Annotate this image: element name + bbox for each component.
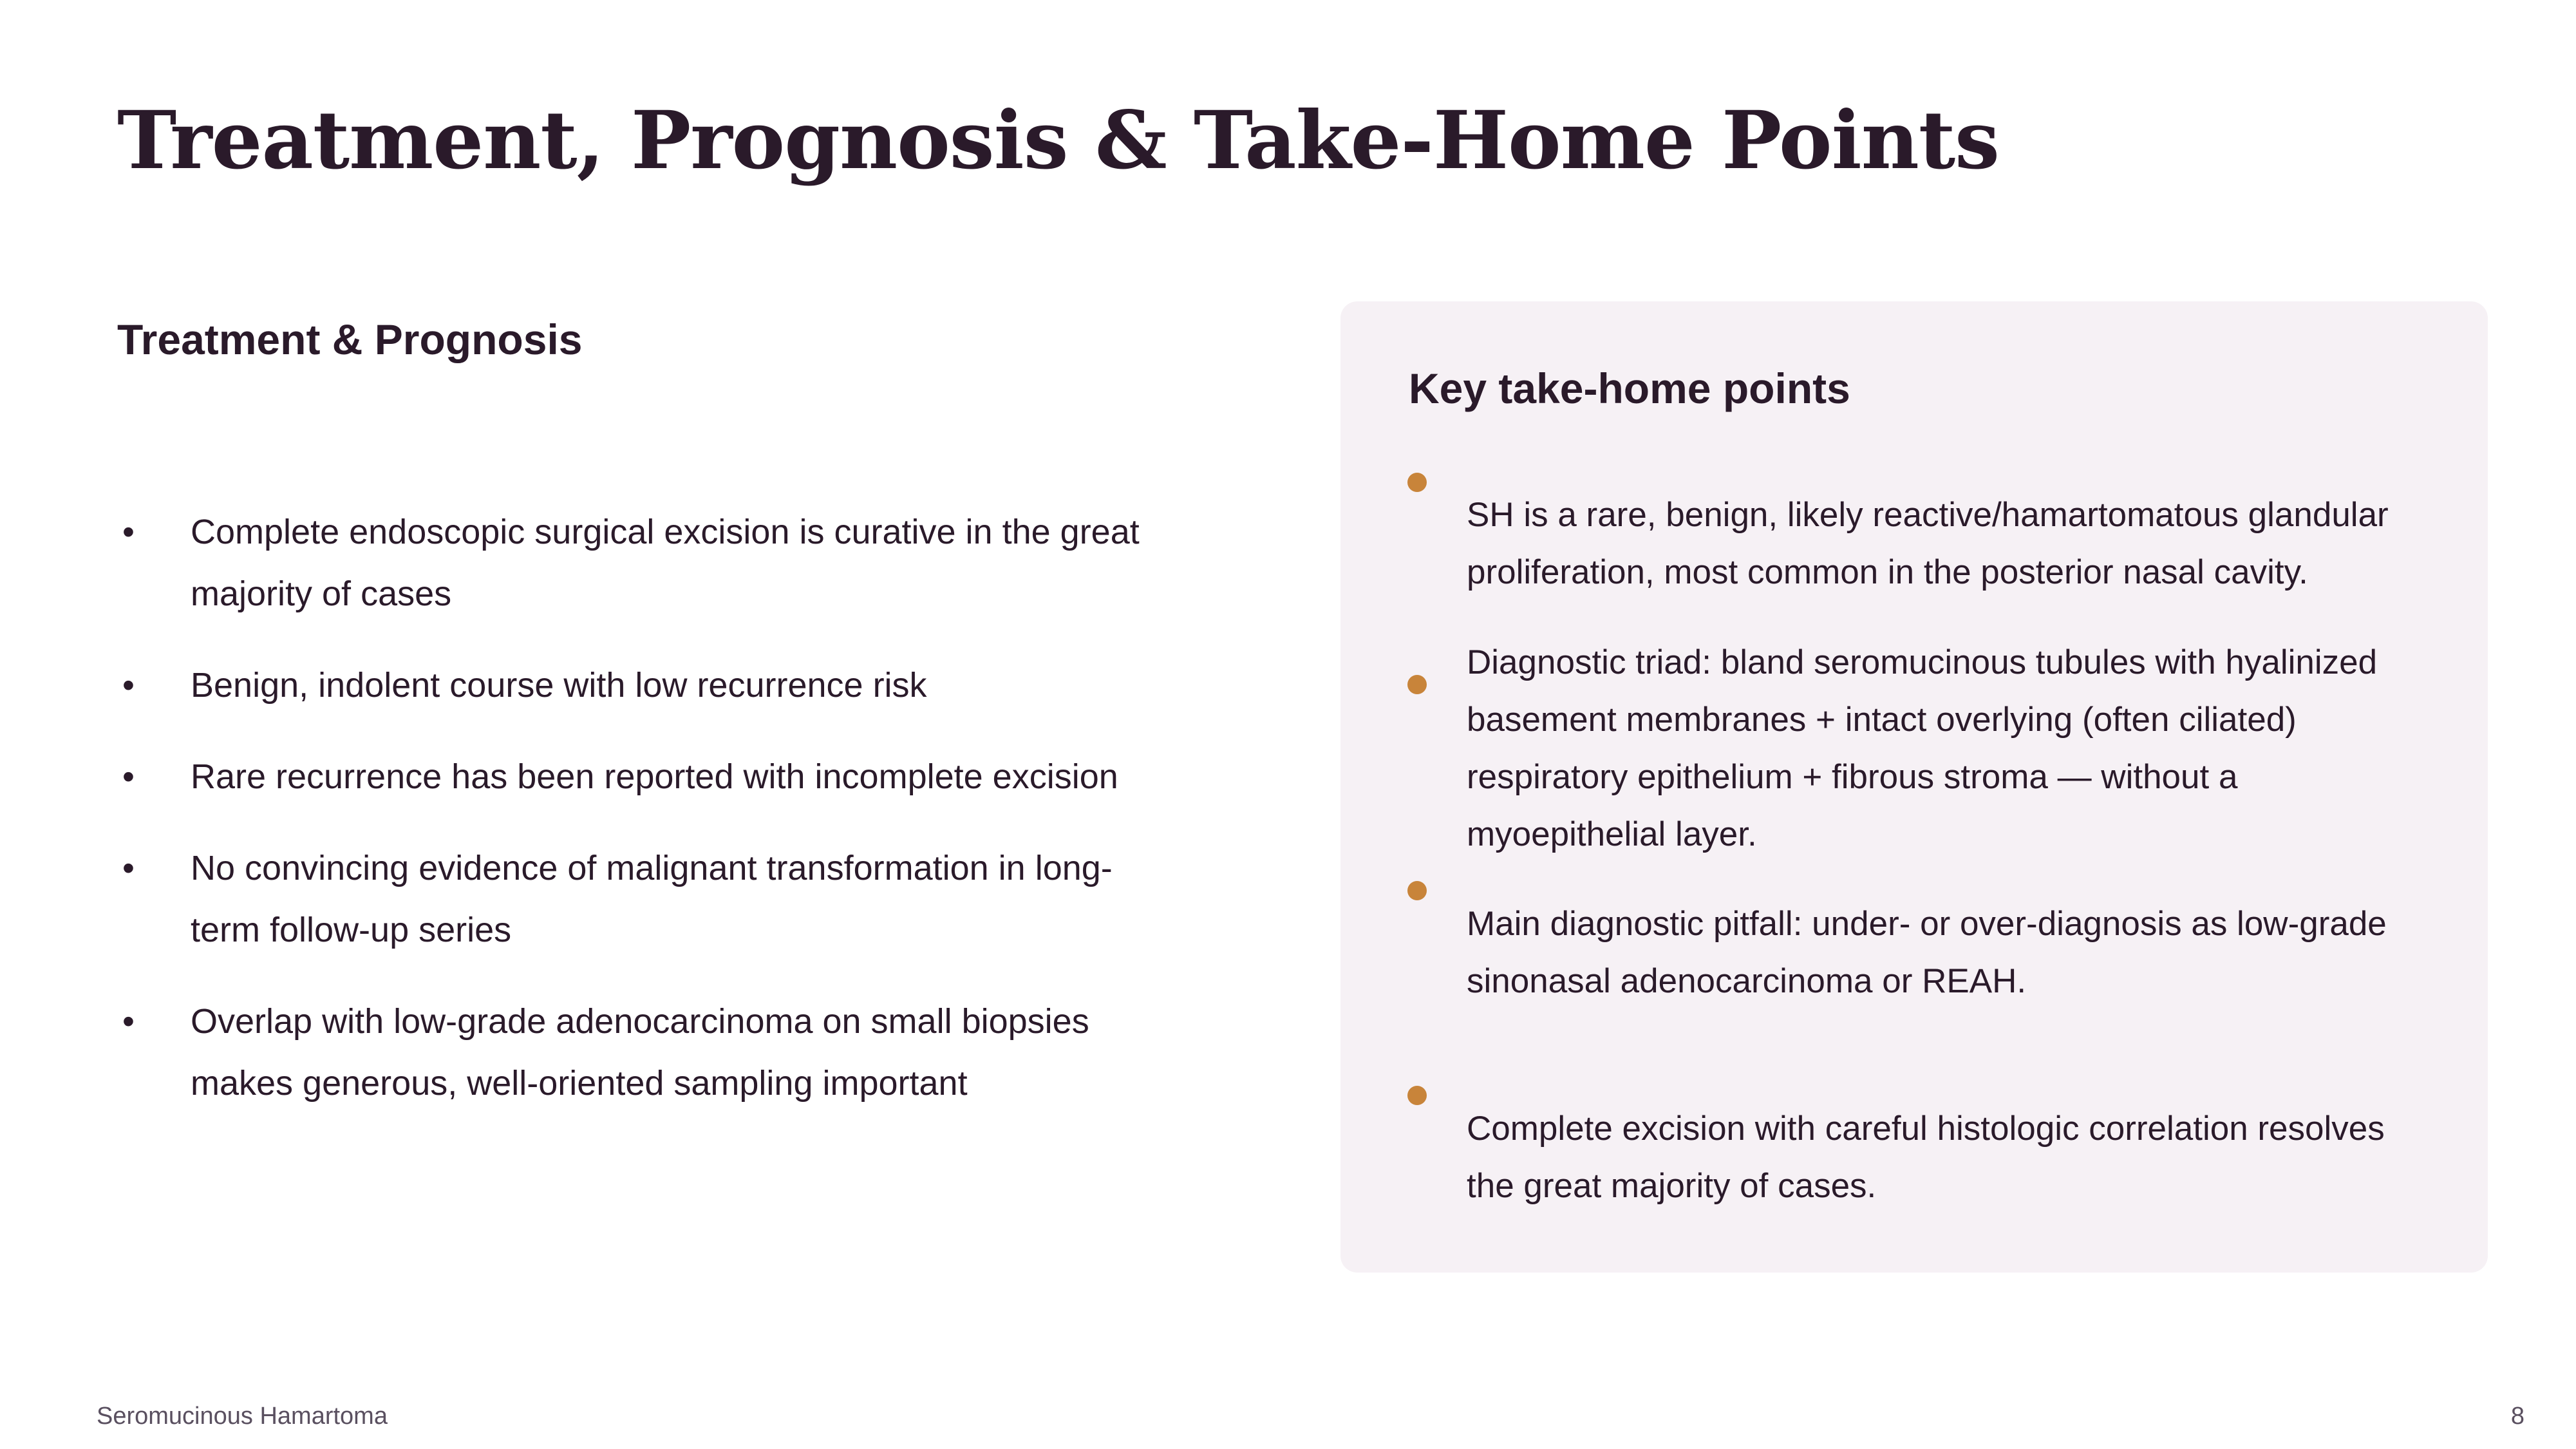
list-item-text: Complete endoscopic surgical excision is curative in the great majority of cases [191,513,1140,613]
bullet-dot-icon [1407,675,1427,694]
take-home-point: Main diagnostic pitfall: under- or over-diagnosis as low-grade sinonasal adenocarcinoma or REAH. [1467,905,2387,1000]
list-item [117,746,1199,808]
slide-title: Treatment, Prognosis & Take-Home Points [117,94,1999,187]
treatment-prognosis-list [117,501,1199,1144]
list-item [117,837,1169,961]
bullet-icon: • [122,849,135,887]
list-item-text: Benign, indolent course with low recurrence risk [191,666,927,705]
footer-title: Seromucinous Hamartoma [97,1403,388,1430]
bullet-icon: • [122,757,135,796]
bullet-icon: • [122,666,135,705]
take-home-point: Diagnostic triad: bland seromucinous tubules with hyalinized basement membranes + intact overlying (often ciliated) respiratory epithelium + fibrous stroma — without a myoepithelial layer. [1467,643,2378,853]
list-item [117,501,1169,625]
list-item [117,990,1169,1114]
bullet-dot-icon [1407,881,1427,900]
take-home-card [1340,301,2488,1273]
take-home-point: SH is a rare, benign, likely reactive/hamartomatous glandular proliferation, most common in the posterior nasal cavity. [1467,496,2389,591]
treatment-prognosis-heading: Treatment & Prognosis [117,316,583,363]
list-item-text: Overlap with low-grade adenocarcinoma on small biopsies makes generous, well-oriented sampling important [191,1002,1089,1103]
take-home-heading: Key take-home points [1409,365,1850,412]
page-number: 8 [2510,1403,2524,1430]
bullet-icon: • [122,1002,135,1041]
bullet-dot-icon [1407,473,1427,492]
take-home-point: Complete excision with careful histologic correlation resolves the great majority of cases. [1467,1110,2385,1205]
bullet-icon: • [122,513,135,551]
list-item-text: No convincing evidence of malignant transformation in long-term follow-up series [191,849,1113,949]
list-item-text: Rare recurrence has been reported with incomplete excision [191,757,1118,796]
bullet-dot-icon [1407,1086,1427,1105]
list-item [117,654,1199,716]
